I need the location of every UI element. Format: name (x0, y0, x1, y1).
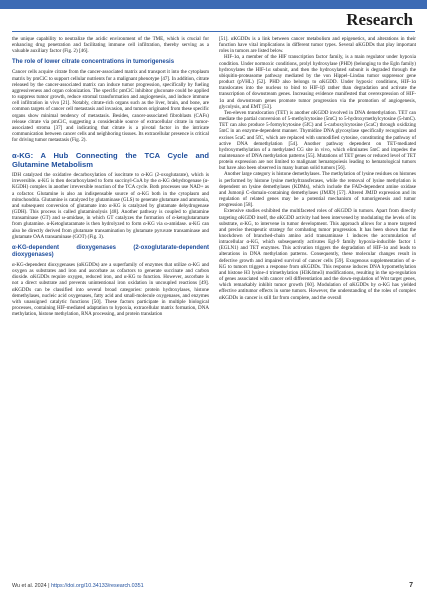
top-accent-bar (0, 0, 427, 9)
section-heading: α-KG-dependent dioxygenases (2-oxoglutarate-dependent dioxygenases) (12, 244, 209, 258)
paragraph: Ten-eleven translocation (TET) is another αKGDD involved in DNA demethylation. TET can mediate the partial conversion of 5-methylcytosine (5mC) to 5-hydroxymethylcytosine (5-hmC). TET can also produce 5-formylcytosine (5fC) and 5-carboxylcytosine (5caC) through oxidizing 5mC in an enzyme-dependent manner. Thymidine DNA glycosylase specifically recognizes and excises 5caC and 5fC, which are replaced with unmodified cytosine, constituting the pathway of active DNA demethylation [54]. Another pathway dependent on TET-mediated hydroxymethylation of a methylated CG site in vivo, which eliminates 5mC and impedes the maintenance of DNA methylation patterns [55]. Mutations of TET genes or reduced level of TET protein expression are not limited to malignant hematopoiesis leading to hematological tumors but have also been observed in many human solid tumors [56]. (219, 109, 416, 172)
paragraph: the unique capability to neutralize the acidic environment of the TME, which is crucial for enhancing drug penetration and facilitating immune cell infiltration, thereby serving as a valuable auxiliary factor (Fig. 2) [46]. (12, 36, 209, 55)
citation (12, 583, 144, 589)
paragraph: α-KG-dependent dioxygenases (αKGDDs) are a superfamily of enzymes that utilize α-KG and oxygen as substrates and iron and ascorbate as cofactors to generate succinate and carbon dioxide. αKGDDs require oxygen, reduced iron, and α-KG to function. However, ascorbate is not a direct substrate and prevents unintentional iron oxidation in uncoupled reactions [49]. αKGDDs can be classified into several broad categories: protein hydroxylases, histone demethylases, nucleic acid oxygenases, fatty acid and small-molecule oxygenases, and enzymes with unassigned catalytic functions [50]. These factors participate in multiple biological processes, containing HIF-mediated adaptation to hypoxia, extracellular matrix formation, DNA methylation, histone methylation, RNA processing, and protein translation (12, 261, 209, 318)
journal-name: Research (346, 10, 413, 29)
page-number: 7 (409, 582, 413, 589)
doi-link[interactable]: https://doi.org/10.34133/research.0351 (51, 583, 144, 589)
citation-prefix: Wu et al. 2024 | (12, 583, 52, 589)
header-rule (12, 31, 415, 32)
paragraph: Extensive studies exhibited the multifaceted roles of αKGDD in tumors. Apart from directly targeting αKGDD itself, the αKGDD activity had been intervened by modulating the levels of its substrate, α-KG, to intervene in tumor development. This approach allows for a more targeted and precise therapeutic strategy for combating tumor progression. It has been shown that the knockdown of branched-chain amino acid transaminase 1 induces the accumulation of intracellular α-KG, which subsequently activates Egl-9 family hypoxia-inducible factor 1 (EGLN1) and TET enzymes. This activation triggers the degradation of HIF-1α and leads to alterations in DNA methylation patterns. Consequently, these molecular changes result in defective growth and impaired survival of cancer cells [59]. Exogenous supplementation of α-KG to tumors triggers a response from αKGDDs. This response induces DNA hypomethylation and histone H3 lysine-4 trimethylation (H3K4me3) modifications, resulting in the up-regulation of genes associated with cancer cell differentiation and the down-regulation of Wnt target genes, which remarkably inhibit tumor growth [60]. Modulation of αKGDDs by α-KG has yielded effective antitumor effects in some tumors. However, the understanding of the roles of complex αKGDDs in cancer is still far from complete, and the overall (219, 208, 416, 301)
section-title: α-KG: A Hub Connecting the TCA Cycle and Glutamine Metabolism (12, 151, 209, 169)
paragraph: Cancer cells acquire citrate from the cancer-associated matrix and transport it into the cytoplasm matrix by pmCiC to support cellular nutrients for a malignant phenotype [47]. In addition, citrate released by the cancer-associated matrix can induce tumor progression, specifically by fueling aggressiveness and organ colonization. The specific pmCiC inhibitor gluconate could be applied to suppress tumor growth, reduce stromal transformation and angiogenesis, and induce immune cell infiltration in vivo [21]. Notably, citrate-rich organs such as the liver, brain, and bone, are common targets of cancer cell metastasis and invasion, and tumors originated from these specific organs show minimal tendency of metastasis. Besides, cancer-associated fibroblasts (CAFs) release citrate via pmCiC, suggesting a considerable source of extracellular citrate in tumor-associated stroma [37] and indicating that citrate is a pivotal factor in the intricate communication between cancer cells and neighboring tissues. Its extracellular presence is critical for driving tumor metastasis (Fig. 2). (12, 69, 209, 144)
left-column (12, 36, 209, 317)
right-column (219, 36, 416, 301)
paragraph: Another large category is histone demethylases. The methylation of lysine residues on histones is performed by histone lysine methyltransferases, while the removal of lysine methylation is dependent on lysine demethylases (KDMs), which include the FAD-dependent amine oxidase and Jumonji C-domain-containing demethylases (JMJD) [57]. Altered JMJD expression and its regulation of related genes may be a potential mechanism of tumorigenesis and tumor progression [58]. (219, 171, 416, 209)
paragraph: IDH catalyzed the oxidative decarboxylation of isocitrate to α-KG (2-oxoglutarate), which is irreversible. α-KG is then decarboxylated to form succinyl-CoA by the α-KG dehydrogenase (α-KGDH) complex in another irreversible reaction of the TCA cycle. Both processes use NAD+ as a cofactor. Glutamine is also an indispensable source of α-KG both in the cytoplasm and mitochondria. Glutamine is catalyzed by glutaminase (GLS) to generate glutamate and ammonia, and subsequent conversion of glutamate into α-KG is catalyzed by glutamate dehydrogenase (GDH). This process is called glutaminolysis [48]. Another pathway is coupled to glutamine transaminase (GT) and ω-amidase, in which GT catalyzes the formation of α-ketoglutaramate from glutamine. α-Ketoglutaramate is then hydrolyzed to form α-KG via ω-amidase. α-KG can also be directly derived from glutamate transamination by glutamate pyruvate transaminase and glutamate OAA transaminase (GOT) (Fig. 3). (12, 172, 209, 240)
page-footer (12, 583, 415, 593)
section-heading: The role of lower citrate concentrations in tumorigenesis (12, 59, 175, 66)
paragraph: HIF-1α, a member of the HIF transcription factor family, is a main regulator under hypoxia condition. Under normoxic conditions, prolyl hydroxylase (PHD) (belonging to the Egln family) hydroxylates the HIF-1α subunit, and then the hydroxylated subunit is degraded through the ubiquitin-proteasome pathway mediated by the von Hippel–Lindau tumor suppressor gene product (pVHL) [52]. PHD also belongs to αKGDD. Under hypoxic conditions, HIF-1α translocates into the nucleus to bind to HIF-1β rather than degradation and activate the transcription of downstream genes. Increasing evidence manifested that overexpression of HIF-1α and downstream genes promote tumor progression via the promotion of angiogenesis, glycolysis, and EMT [53]. (219, 54, 416, 110)
paragraph: [51]. αKGDDs is a link between cancer metabolism and epigenetics, and alterations in their function have vital implications in different tumor types. Several αKGDDs that play important roles in tumors are listed below. (219, 36, 416, 55)
